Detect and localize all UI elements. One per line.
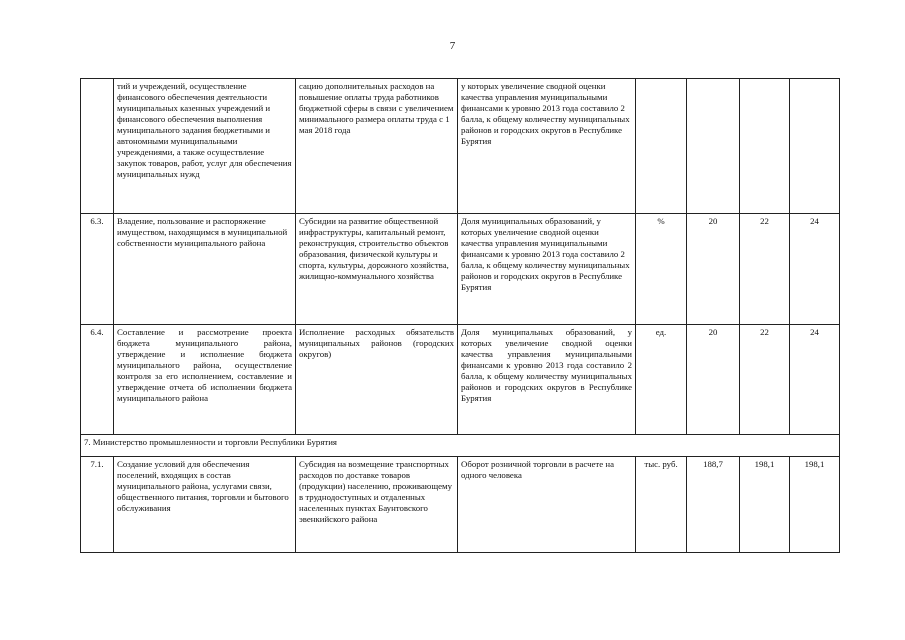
section-title: 7. Министерство промышленности и торговли Республики Бурятия bbox=[81, 435, 840, 457]
action-cell: Составление и рассмотрение проекта бюджета муниципального района, утверждение и исполнение бюджета муниципального района, осуществление контроля за его исполнением, составление и утверждение отчета об исполнении бюджета муниципального района bbox=[114, 325, 296, 435]
table-row bbox=[81, 457, 840, 553]
row-number: 7.1. bbox=[81, 457, 114, 553]
page-number: 7 bbox=[449, 40, 456, 52]
section-row bbox=[81, 435, 840, 457]
value-cell: 20 bbox=[687, 325, 740, 435]
measure-cell: сацию дополнительных расходов на повышение оплаты труда работников бюджетной сферы в связи с увеличением минимального размера оплаты труда с 1 мая 2018 года bbox=[296, 79, 458, 214]
unit-cell bbox=[636, 79, 687, 214]
indicator-cell: Доля муниципальных образований, у которых увеличение сводной оценки качества управления муниципальными финансами к уровню 2013 года составило 2 балла, к общему количеству муниципальных районов и городских округов в Республике Бурятия bbox=[458, 214, 636, 325]
unit-cell: тыс. руб. bbox=[636, 457, 687, 553]
value-cell: 24 bbox=[790, 214, 840, 325]
table-row bbox=[81, 325, 840, 435]
indicator-cell: Доля муниципальных образований, у которых увеличение сводной оценки качества управления муниципальными финансами к уровню 2013 года составило 2 балла, к общему количеству муниципальных районов и городских округов в Республике Бурятия bbox=[458, 325, 636, 435]
value-cell: 20 bbox=[687, 214, 740, 325]
value-cell bbox=[687, 79, 740, 214]
value-cell bbox=[740, 79, 790, 214]
indicator-cell: Оборот розничной торговли в расчете на одного человека bbox=[458, 457, 636, 553]
value-cell: 198,1 bbox=[790, 457, 840, 553]
row-number: 6.4. bbox=[81, 325, 114, 435]
unit-cell: % bbox=[636, 214, 687, 325]
value-cell: 198,1 bbox=[740, 457, 790, 553]
value-cell: 22 bbox=[740, 214, 790, 325]
measure-cell: Исполнение расходных обязательств муниципальных районов (городских округов) bbox=[296, 325, 458, 435]
row-number: 6.3. bbox=[81, 214, 114, 325]
program-table bbox=[80, 78, 840, 553]
indicator-cell: у которых увеличение сводной оценки качества управления муниципальными финансами к уровню 2013 года составило 2 балла, к общему количеству муниципальных районов и городских округов в Республике Бурятия bbox=[458, 79, 636, 214]
value-cell: 24 bbox=[790, 325, 840, 435]
action-cell: Владение, пользование и распоряжение имуществом, находящимся в муниципальной собственности муниципального района bbox=[114, 214, 296, 325]
value-cell bbox=[790, 79, 840, 214]
measure-cell: Субсидии на развитие общественной инфраструктуры, капитальный ремонт, реконструкция, строительство объектов образования, физической культуры и спорта, культуры, дорожного хозяйства, жилищно-коммунального хозяйства bbox=[296, 214, 458, 325]
value-cell: 22 bbox=[740, 325, 790, 435]
table-row bbox=[81, 214, 840, 325]
measure-cell: Субсидия на возмещение транспортных расходов по доставке товаров (продукции) населению, проживающему в труднодоступных и отдаленных населенных пунктах Баунтовского эвенкийского района bbox=[296, 457, 458, 553]
action-cell: тий и учреждений, осуществление финансового обеспечения деятельности муниципальных казенных учреждений и финансового обеспечения выполнения муниципального задания бюджетными и автономными муниципальными учреждениями, а также осуществление закупок товаров, работ, услуг для обеспечения муниципальных нужд bbox=[114, 79, 296, 214]
row-number bbox=[81, 79, 114, 214]
value-cell: 188,7 bbox=[687, 457, 740, 553]
action-cell: Создание условий для обеспечения поселений, входящих в состав муниципального района, услугами связи, общественного питания, торговли и бытового обслуживания bbox=[114, 457, 296, 553]
table-row bbox=[81, 79, 840, 214]
unit-cell: ед. bbox=[636, 325, 687, 435]
